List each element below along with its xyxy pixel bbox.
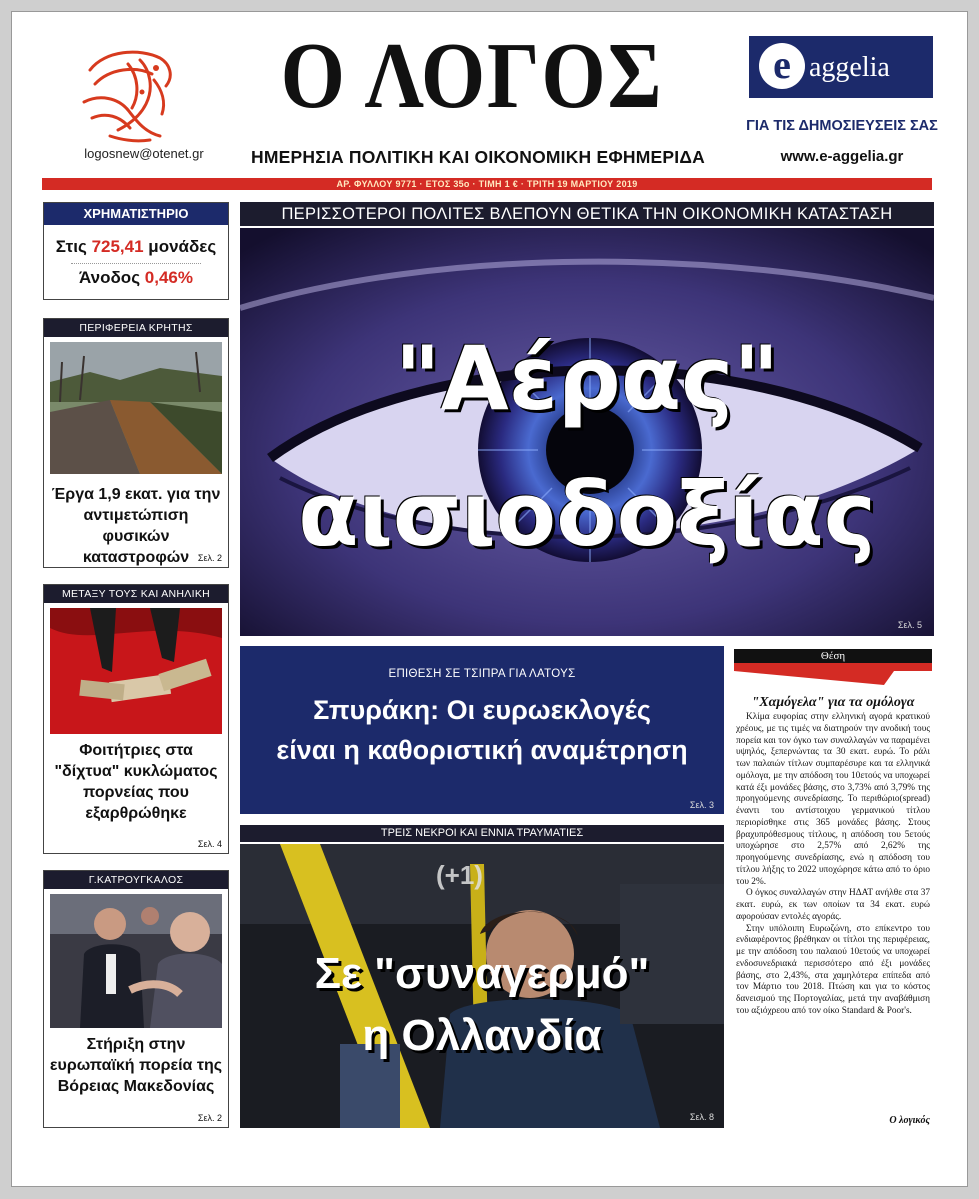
issue-bar <box>42 178 932 190</box>
stock-exchange-box <box>43 202 229 300</box>
stock-change-value: 0,46% <box>144 268 193 287</box>
story-katrougalos-page: Σελ. 2 <box>197 1113 222 1123</box>
eaggelia-e-icon: e <box>759 43 805 89</box>
eaggelia-ad-logo[interactable] <box>749 36 933 98</box>
story-katrougalos[interactable] <box>43 870 229 1128</box>
eaggelia-tagline: ΓΙΑ ΤΙΣ ΔΗΜΟΣΙΕΥΣΕΙΣ ΣΑΣ <box>746 118 938 134</box>
newspaper-logo-art <box>70 40 188 148</box>
eaggelia-logo-text: aggelia <box>809 52 890 83</box>
lead-story[interactable] <box>240 228 934 636</box>
contact-email[interactable]: logosnew@otenet.gr <box>84 146 204 161</box>
stock-index-value: 725,41 <box>91 237 144 256</box>
story-crete[interactable] <box>43 318 229 568</box>
landslide-road-photo <box>50 342 222 474</box>
story-netherlands-page: Σελ. 8 <box>689 1112 714 1122</box>
story-students-header: ΜΕΤΑΞΥ ΤΟΥΣ ΚΑΙ ΑΝΗΛΙΚΗ <box>44 585 228 603</box>
story-students-caption: Φοιτήτριες στα "δίχτυα" κυκλώματος πορνείας που εξαρθρώθηκε <box>54 742 218 822</box>
column-header: Θέση <box>734 649 932 663</box>
column-red-ribbon <box>734 663 932 685</box>
eaggelia-url[interactable]: www.e-aggelia.gr <box>780 148 904 165</box>
lead-page: Σελ. 5 <box>897 620 922 630</box>
tram-sign: (+1) <box>436 860 483 890</box>
stock-change-prefix: Άνοδος <box>79 268 141 287</box>
red-cloth-photo <box>50 608 222 734</box>
story-katrougalos-caption: Στήριξη στην ευρωπαϊκή πορεία της Βόρειας Μακεδονίας <box>49 1036 223 1095</box>
lead-banner[interactable]: ΠΕΡΙΣΣΟΤΕΡΟΙ ΠΟΛΙΤΕΣ ΒΛΕΠΟΥΝ ΘΕΤΙΚΑ ΤΗΝ ΟΙΚΟΝΟΜΙΚΗ ΚΑΤΑΣΤΑΣΗ <box>240 202 934 226</box>
story-netherlands[interactable] <box>240 844 724 1128</box>
story-crete-header: ΠΕΡΙΦΕΡΕΙΑ ΚΡΗΤΗΣ <box>44 319 228 337</box>
story-netherlands-headline-line2: η Ολλανδία <box>362 1011 602 1060</box>
column-paragraph: Κλίμα ευφορίας στην ελληνική αγορά κρατικού χρέους, με τις τιμές να διατηρούν την ανοδική τους πορεία και τον όγκο των συναλλαγών να παραμένει υψηλός, ξεπερνώντας τα 30 εκατ. ευρώ. Το ράλι των παλαιών τίτλων συμπαρέσυρε και τα ελληνικά ομόλογα, με την απόδοση του 10ετούς να υποχωρεί κατά έξι μονάδες βάσης, στο 3,73% από 3,79% της προηγούμενης συνεδρίασης. Το περιθώριο(spread) έναντι του αντίστοιχου γερμανικού τίτλου περιορίσθηκε στις 365 μονάδες βάσης. Στους βραχυπρόθεσμους τίτλους, η απόδοση του 5ετούς υποχώρησε στο 2,57% από 2,62% της προηγούμενης συνεδρίασης, ενώ η απόδοση του τίτλου λήξης το 2022 υποχώρησε κάτω από το όριο του 2%. <box>736 712 930 887</box>
column-paragraph: Στην υπόλοιπη Ευρωζώνη, στο επίκεντρο του ενδιαφέροντος βρέθηκαν οι τίτλοι της περιφέρειας, με την απόδοση του παλαιού 10ετούς να υποχωρεί ενδοσυνεδριακά περισσότερο από έξι μονάδες βάσης, στο 2,43%, στα χαμηλότερα επίπεδα από τον Μάρτιο του 2018. Πτώση και για το κόστος δανεισμού της Πορτογαλίας, μετά την αναβάθμιση του αξιόχρεου από τον οίκο Standard & Poor's. <box>736 923 930 1016</box>
story-spyraki-page: Σελ. 3 <box>689 800 714 810</box>
issue-info: ΑΡ. ΦΥΛΛΟΥ 9771 · ΕΤΟΣ 35ο · ΤΙΜΗ 1 € · ΤΡΙΤΗ 19 ΜΑΡΤΙΟΥ 2019 <box>336 179 638 189</box>
stock-index-suffix: μονάδες <box>148 237 217 256</box>
story-spyraki[interactable] <box>240 646 724 814</box>
story-netherlands-kicker: ΤΡΕΙΣ ΝΕΚΡΟΙ ΚΑΙ ΕΝΝΙΑ ΤΡΑΥΜΑΤΙΕΣ <box>240 825 724 842</box>
story-spyraki-headline-line2: είναι η καθοριστική αναμέτρηση <box>276 735 688 765</box>
lead-headline-line2: αισιοδοξίας <box>298 463 876 566</box>
story-students-page: Σελ. 4 <box>197 839 222 849</box>
column-signature: Ο λογικός <box>889 1115 930 1126</box>
story-spyraki-kicker: ΕΠΙΘΕΣΗ ΣΕ ΤΣΙΠΡΑ ΓΙΑ ΛΑΤΟΥΣ <box>388 668 576 680</box>
column-title[interactable]: "Χαμόγελα" για τα ομόλογα <box>751 695 915 710</box>
stock-change-line <box>44 268 228 288</box>
stock-header: ΧΡΗΜΑΤΙΣΤΗΡΙΟ <box>44 203 228 225</box>
story-students[interactable] <box>43 584 229 854</box>
story-crete-page: Σελ. 2 <box>197 553 222 563</box>
story-spyraki-headline-line1: Σπυράκη: Οι ευρωεκλογές <box>313 695 651 725</box>
politicians-photo <box>50 894 222 1028</box>
story-katrougalos-header: Γ.ΚΑΤΡΟΥΓΚΑΛΟΣ <box>44 871 228 889</box>
story-crete-caption: Έργα 1,9 εκατ. για την αντιμετώπιση φυσικών καταστροφών <box>51 486 221 566</box>
story-netherlands-headline-line1: Σε "συναγερμό" <box>314 949 650 998</box>
stock-index-line <box>44 237 228 257</box>
stock-index-prefix: Στις <box>55 237 87 256</box>
column-paragraph: Ο όγκος συναλλαγών στην ΗΔΑΤ ανήλθε στα 37 εκατ. ευρώ, εκ των οποίων τα 34 εκατ. ευρώ αφορούσαν εντολές αγοράς. <box>736 888 930 922</box>
lead-headline-line1: "Αέρας" <box>394 327 780 430</box>
newspaper-title: Ο ΛΟΓΟΣ <box>280 24 664 128</box>
column-body <box>736 712 930 1018</box>
newspaper-front-page <box>11 11 968 1187</box>
newspaper-subtitle: ΗΜΕΡΗΣΙΑ ΠΟΛΙΤΙΚΗ ΚΑΙ ΟΙΚΟΝΟΜΙΚΗ ΕΦΗΜΕΡΙΔΑ <box>251 147 705 167</box>
